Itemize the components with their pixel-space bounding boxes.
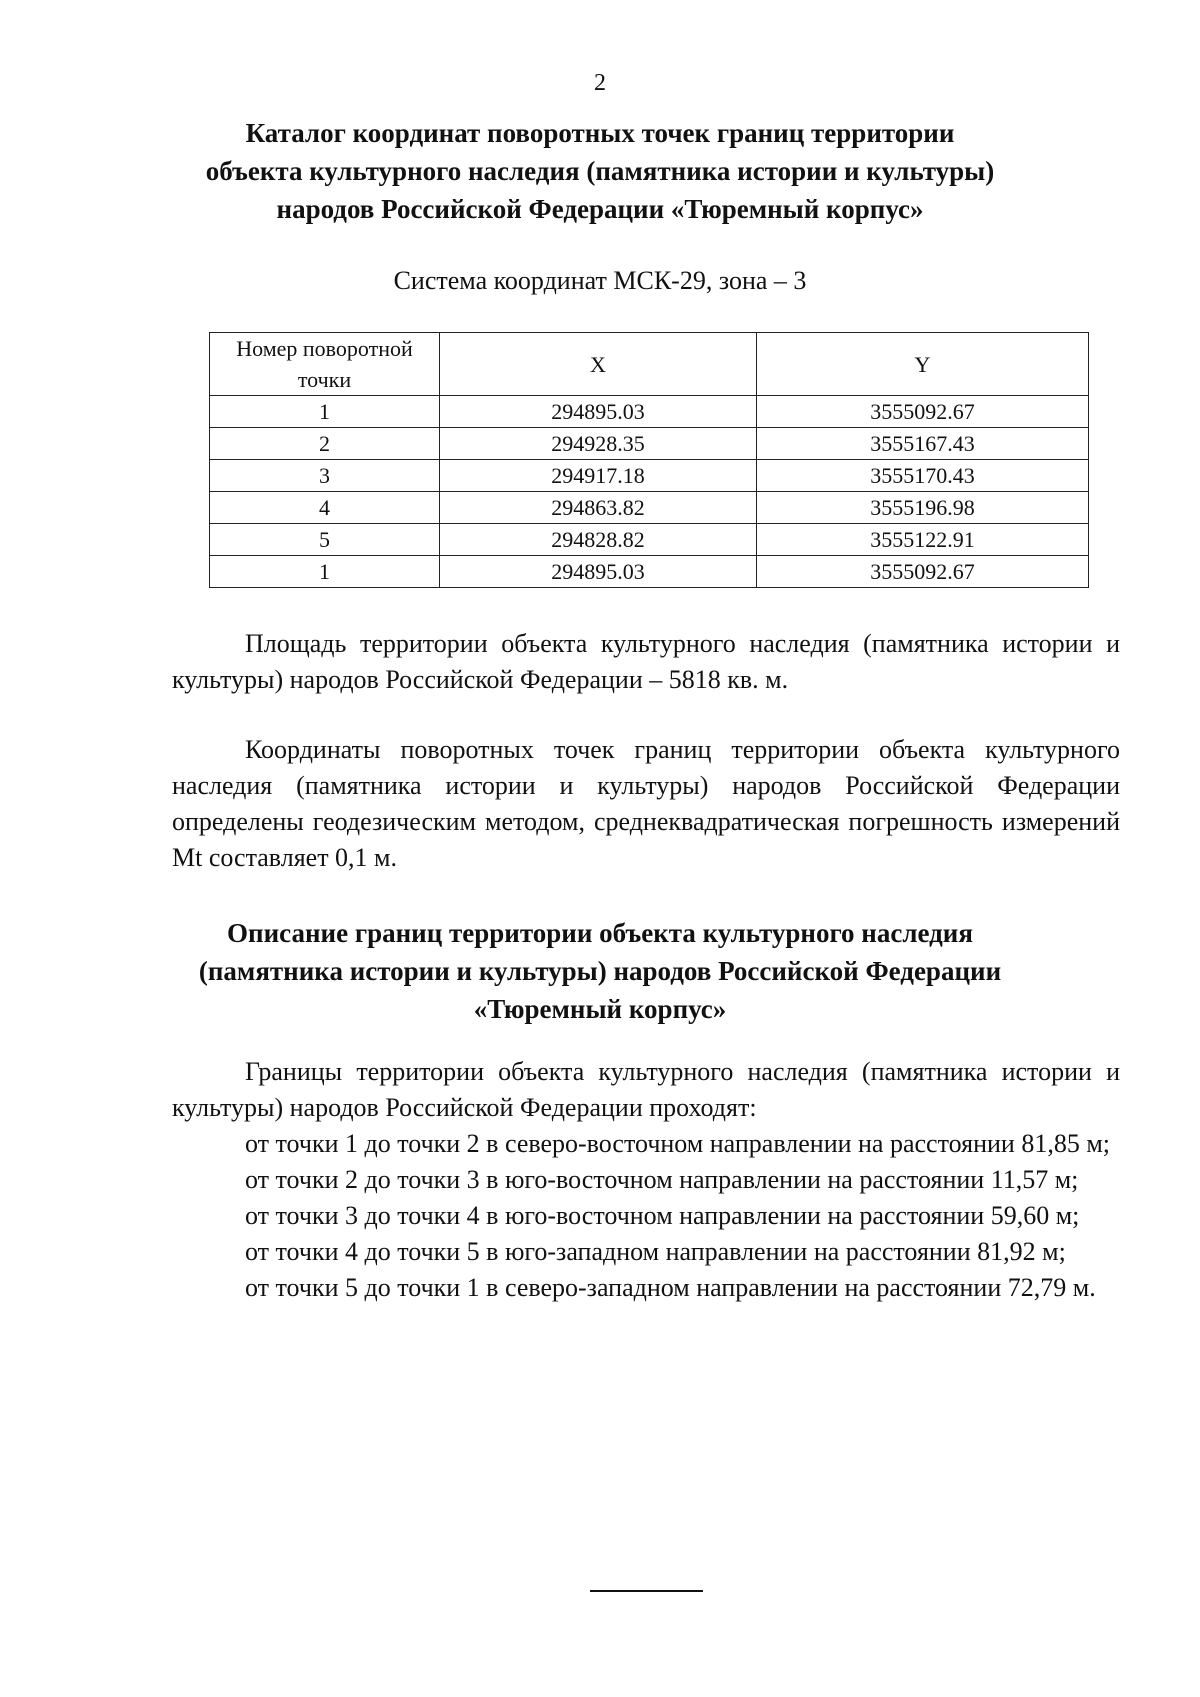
- point-number-cell: 1: [210, 556, 440, 588]
- column-header-y: Y: [757, 333, 1089, 396]
- table-row: [210, 396, 1089, 428]
- y-cell: 3555092.67: [757, 396, 1089, 428]
- table-row: [210, 428, 1089, 460]
- x-cell: 294928.35: [440, 428, 757, 460]
- catalog-heading-line: объекта культурного наследия (памятника истории и культуры): [205, 156, 995, 186]
- boundary-intro-paragraph: Границы территории объекта культурного наследия (памятника истории и культуры) народов Российской Федерации проходят:: [172, 1057, 1120, 1122]
- point-number-cell: 2: [210, 428, 440, 460]
- area-paragraph: Площадь территории объекта культурного наследия (памятника истории и культуры) народов Российской Федерации – 5818 кв. м.: [172, 629, 1120, 694]
- table-row: [210, 460, 1089, 492]
- description-heading-line: (памятника истории и культуры) народов Российской Федерации: [198, 956, 1002, 986]
- y-cell: 3555196.98: [757, 492, 1089, 524]
- description-heading: [172, 914, 1028, 1028]
- catalog-heading-line: Каталог координат поворотных точек границ территории: [245, 118, 955, 148]
- table-row: [210, 524, 1089, 556]
- page-number: 2: [594, 70, 606, 96]
- list-item: от точки 2 до точки 3 в юго-восточном направлении на расстоянии 11,57 м;: [245, 1165, 1079, 1194]
- point-number-cell: 4: [210, 492, 440, 524]
- table-row: [210, 492, 1089, 524]
- end-of-document-rule: [590, 1590, 703, 1592]
- x-cell: 294917.18: [440, 460, 757, 492]
- point-number-cell: 3: [210, 460, 440, 492]
- column-header-x: X: [440, 333, 757, 396]
- catalog-heading: [172, 114, 1028, 228]
- column-header-point-number: Номер поворотной точки: [210, 333, 440, 396]
- description-heading-line: «Тюремный корпус»: [473, 994, 727, 1024]
- list-item: от точки 5 до точки 1 в северо-западном направлении на расстоянии 72,79 м.: [245, 1273, 1096, 1302]
- coordinates-table: [209, 332, 1089, 588]
- x-cell: 294863.82: [440, 492, 757, 524]
- y-cell: 3555170.43: [757, 460, 1089, 492]
- y-cell: 3555122.91: [757, 524, 1089, 556]
- boundary-segments-list: [172, 1126, 1120, 1306]
- table-row: [210, 556, 1089, 588]
- y-cell: 3555167.43: [757, 428, 1089, 460]
- x-cell: 294828.82: [440, 524, 757, 556]
- catalog-heading-line: народов Российской Федерации «Тюремный корпус»: [276, 194, 924, 224]
- y-cell: 3555092.67: [757, 556, 1089, 588]
- list-item: от точки 1 до точки 2 в северо-восточном направлении на расстоянии 81,85 м;: [245, 1129, 1110, 1158]
- x-cell: 294895.03: [440, 396, 757, 428]
- table-header-row: [210, 333, 1089, 396]
- list-item: от точки 3 до точки 4 в юго-восточном направлении на расстоянии 59,60 м;: [245, 1201, 1080, 1230]
- point-number-cell: 1: [210, 396, 440, 428]
- list-item: от точки 4 до точки 5 в юго-западном направлении на расстоянии 81,92 м;: [245, 1237, 1066, 1266]
- point-number-cell: 5: [210, 524, 440, 556]
- description-heading-line: Описание границ территории объекта культурного наследия: [227, 918, 973, 948]
- accuracy-paragraph: Координаты поворотных точек границ территории объекта культурного наследия (памятника истории и культуры) народов Российской Федерации определены геодезическим методом, среднеквадратическая погрешность измерений Mt составляет 0,1 м.: [172, 735, 1120, 872]
- x-cell: 294895.03: [440, 556, 757, 588]
- coordinate-system-label: Система координат МСК-29, зона – 3: [393, 266, 807, 295]
